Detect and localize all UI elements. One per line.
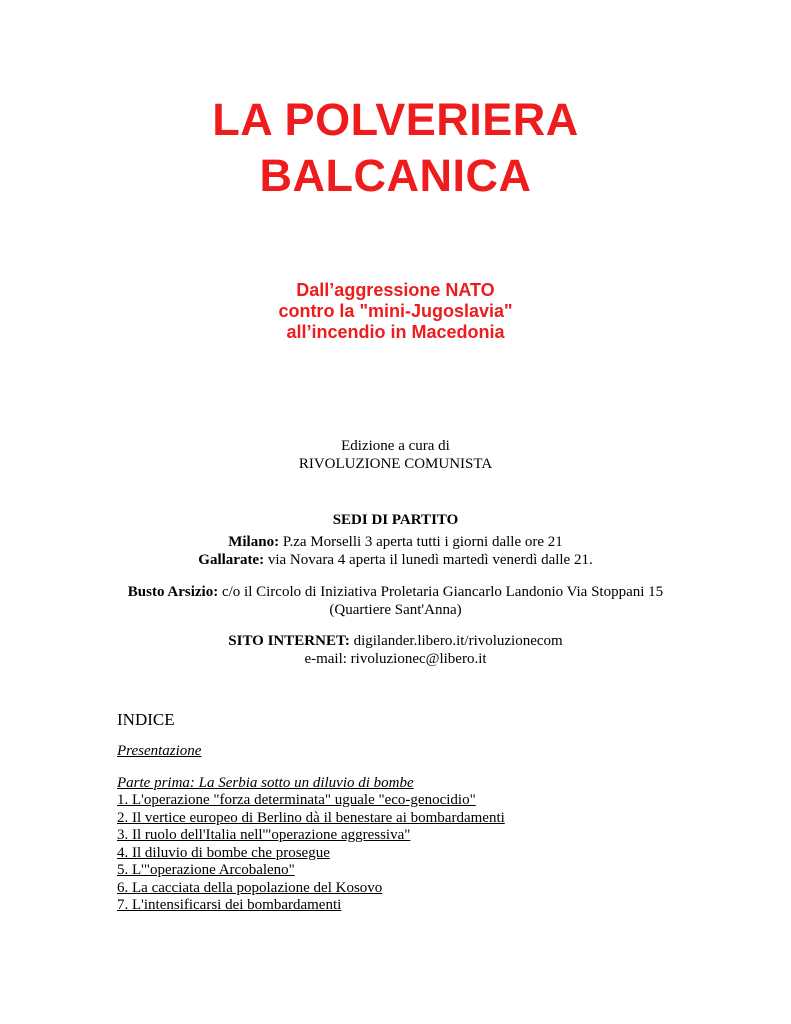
toc-link-item[interactable]: 2. Il vertice europeo di Berlino dà il benestare ai bombardamenti xyxy=(117,809,505,826)
subtitle-line-2: contro la "mini-Jugoslavia" xyxy=(278,301,513,321)
toc-link-item[interactable]: 6. La cacciata della popolazione del Kosovo xyxy=(117,879,383,896)
email-line: e-mail: rivoluzionec@libero.it xyxy=(304,651,487,667)
sedi-addresses xyxy=(0,533,791,569)
toc-link-item[interactable]: 3. Il ruolo dell'Italia nell'"operazione aggressiva" xyxy=(117,827,411,843)
toc-link-item[interactable]: 4. Il diluvio di bombe che prosegue xyxy=(117,844,330,861)
milano-address xyxy=(0,533,791,551)
toc-link-presentazione[interactable]: Presentazione xyxy=(117,743,202,759)
toc-link-item[interactable]: 1. L'operazione "forza determinata" uguale "eco-genocidio" xyxy=(117,792,476,808)
website-url: digilander.libero.it/rivoluzionecom xyxy=(349,633,563,649)
busto-address xyxy=(110,583,681,619)
edition-line-1: Edizione a cura di xyxy=(341,438,450,454)
indice-heading: INDICE xyxy=(117,710,175,729)
contacts xyxy=(0,632,791,668)
toc-link-parte-prima[interactable]: Parte prima: La Serbia sotto un diluvio di bombe xyxy=(117,774,414,791)
toc-link-item[interactable]: 7. L'intensificarsi dei bombardamenti xyxy=(117,897,342,913)
document-title xyxy=(0,92,791,204)
edition-publisher: RIVOLUZIONE COMUNISTA xyxy=(298,456,493,472)
document-subtitle xyxy=(0,280,791,343)
edition-info xyxy=(0,437,791,473)
title-line-1: LA POLVERIERA xyxy=(212,94,579,145)
subtitle-line-1: Dall’aggressione NATO xyxy=(296,280,495,300)
gallarate-text: via Novara 4 aperta il lunedì martedì venerdì dalle 21. xyxy=(264,552,593,568)
subtitle-line-3: all’incendio in Macedonia xyxy=(286,322,505,342)
milano-label: Milano: xyxy=(228,534,280,550)
gallarate-label: Gallarate: xyxy=(198,552,265,568)
toc-link-item[interactable]: 5. L'"operazione Arcobaleno" xyxy=(117,862,295,878)
busto-label: Busto Arsizio: xyxy=(127,584,219,600)
busto-text: c/o il Circolo di Iniziativa Proletaria Giancarlo Landonio Via Stoppani 15 (Quartiere Sant'Anna) xyxy=(218,584,664,618)
table-of-contents xyxy=(117,743,505,915)
title-line-2: BALCANICA xyxy=(259,150,532,201)
sedi-heading: SEDI DI PARTITO xyxy=(332,512,459,528)
website-label: SITO INTERNET: xyxy=(228,633,350,649)
milano-text: P.za Morselli 3 aperta tutti i giorni dalle ore 21 xyxy=(279,534,563,550)
gallarate-address xyxy=(0,551,791,569)
website-line xyxy=(0,632,791,650)
